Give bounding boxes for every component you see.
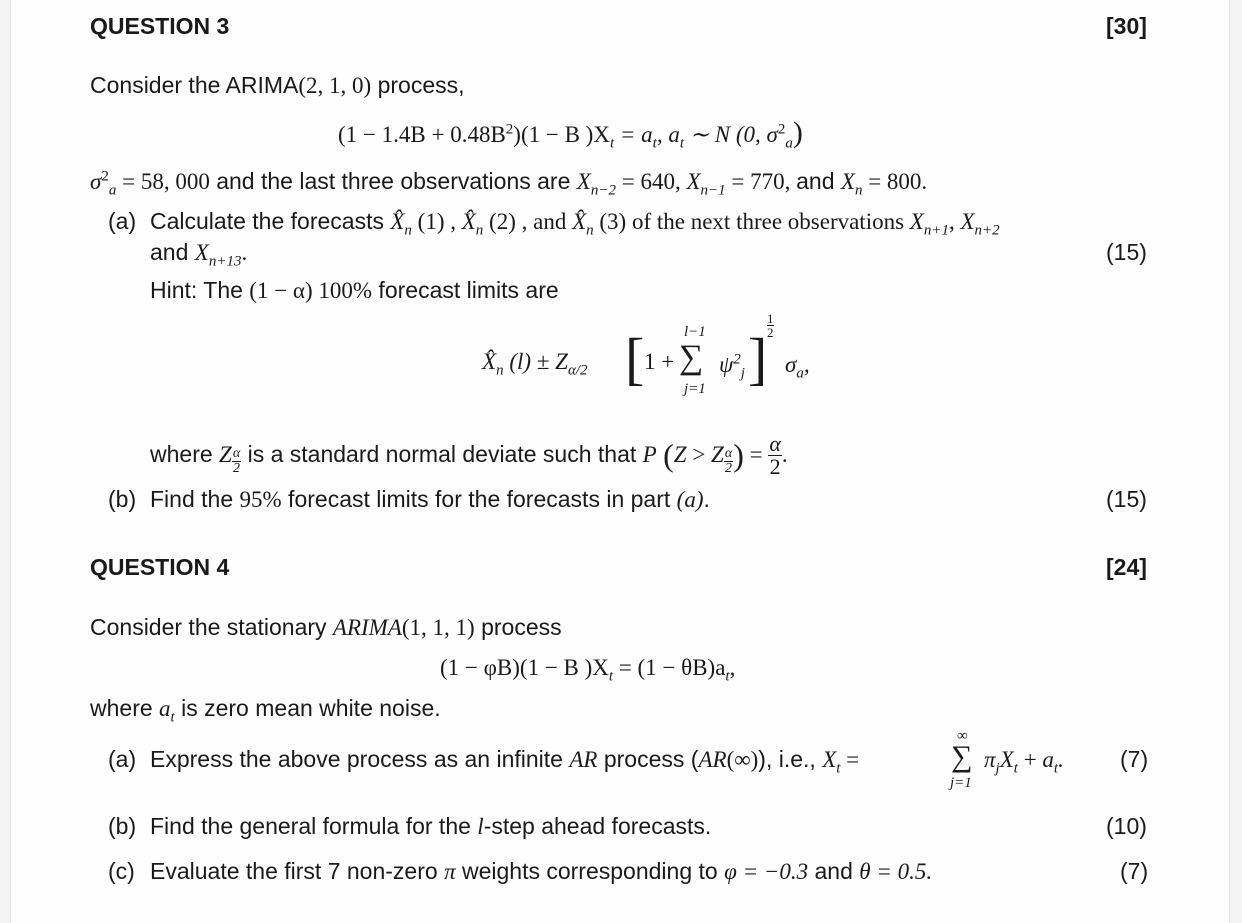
q4-a-label: (a) [108, 746, 137, 772]
q3-forecast-formula-lhs: $X̂_n$ $(l) \pm Z_{\alpha/2}$ [482, 349, 588, 379]
question-4-marks: [24] [1106, 554, 1147, 580]
q4-arima-equation: (1 − φB)(1 − B )$X_t = (1 - \theta B)a_t$, [440, 655, 736, 685]
q3-sum-lower: j=1 [684, 381, 706, 397]
q3-intro-text: Consider the ARIMA [90, 72, 299, 98]
q4-intro: Consider the stationary ARIMA(1, 1, 1) process [90, 614, 562, 640]
question-4-heading: QUESTION 4 [90, 554, 230, 580]
q3-bracket-right: ] [748, 326, 768, 391]
q4-sum-lower: j=1 [950, 775, 972, 791]
q4-a-text: Express the above process as an infinite AR process (AR(∞)), i.e., $X_t$ = [150, 746, 860, 777]
q3-intro-math: (2, 1, 0) [298, 73, 372, 98]
q4-c-text: Evaluate the first 7 non-zero π weights corresponding to φ = −0.3 and θ = 0.5. [150, 858, 933, 884]
q3-where-line: where Z $\frac{\alpha}{2}$ is a standard normal deviate such that P (Z > Z $\frac{\alpha}{2}$ ) = $\frac{\alpha}{2}$ . [150, 431, 788, 479]
q3-a-label: (a) [108, 208, 137, 234]
q3-bracket-left: [ [625, 326, 645, 391]
q4-b-label: (b) [108, 813, 137, 839]
question-3-marks: [30] [1106, 13, 1147, 39]
page-edge-right [1229, 0, 1242, 923]
q4-a-marks: (7) [1120, 746, 1149, 772]
q4-pi-term: $\pi_jX_t + a_t$. [984, 747, 1064, 777]
q4-where-line: where $a_t$ is zero mean white noise. [90, 695, 441, 726]
q4-sum-symbol: ∑ [951, 740, 973, 773]
q3-b-text: Find the 95% forecast limits for the forecasts in part (a). [150, 486, 710, 512]
q4-b-text: Find the general formula for the l-step ahead forecasts. [150, 813, 712, 839]
q3-psi: $\psi^2_j$ [719, 351, 745, 382]
q4-c-marks: (7) [1120, 858, 1149, 884]
q3-a-text: Calculate the forecasts $X̂_n$ (1) , $X̂_n$ (2) , and $X̂_n$ (3) of the next three observations $X_{n+1}$, $X_{n+2}$ [150, 208, 1000, 239]
q3-a-text-cont: and $X_{n+13}$. [150, 239, 248, 270]
q4-sum-upper: ∞ [957, 728, 968, 744]
question-3-heading: QUESTION 3 [90, 13, 230, 39]
q4-b-marks: (10) [1106, 813, 1147, 839]
q3-arima-equation: $(1 - 1.4B + 0.48B^2)(1 - B$ )$X_t = a_t$, $a_t$ ∼ N (0, $\sigma^2_a$) [338, 116, 803, 152]
q3-intro-tail: process, [371, 72, 465, 98]
q3-sum-upper: l−1 [684, 324, 706, 340]
q3-sum-symbol: ∑ [679, 339, 704, 376]
q3-exponent-half: 1 2 [767, 311, 774, 340]
page-edge-left [0, 0, 11, 923]
q3-formula-sigma: $\sigma_a$, [785, 352, 810, 382]
q3-b-label: (b) [108, 486, 137, 512]
q3-b-marks: (15) [1106, 486, 1147, 512]
q3-intro [90, 74, 465, 97]
q3-observations: $\sigma^2_a = 58$, 000 and the last three observations are $X_{n-2} = 640$, $X_{n-1} = 770$, and $X_n = 800$. [90, 168, 928, 199]
q3-hint: Hint: The (1 − α) 100% forecast limits are [150, 277, 559, 303]
q3-formula-one: 1 + [644, 349, 675, 374]
q4-c-label: (c) [108, 858, 135, 884]
q3-a-marks: (15) [1106, 239, 1147, 265]
